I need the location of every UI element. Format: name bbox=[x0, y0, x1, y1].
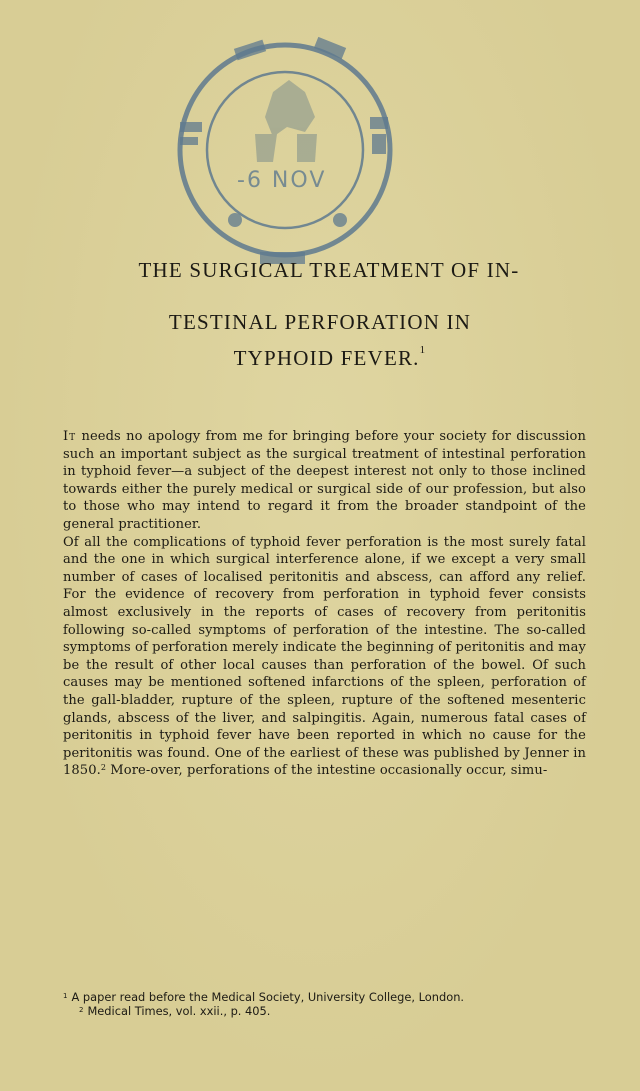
footnote-ref-2: 2 bbox=[100, 763, 107, 773]
footnote-1-text: A paper read before the Medical Society, University College, London. bbox=[71, 990, 465, 1004]
title-line-2: TESTINAL PERFORATION IN bbox=[168, 310, 472, 334]
footnote-1 bbox=[63, 990, 593, 1004]
title-footnote-ref: 1 bbox=[419, 344, 427, 356]
paragraph-2-text-a: Of all the complications of typhoid fever perforation is the most surely fatal and the one in which surgical interference alone, if we except a very small number of cases of localised peritonitis and abscess, can afford any relief. For the evidence of recovery from perforation in typhoid fever consists almost exclusively in the reports of cases of recovery from peritonitis following so-called symptoms of perforation of the intestine. The so-called symptoms of perforation merely indicate the beginning of peritonitis and may be the result of other local causes than perforation of the bowel. Of such causes may be mentioned softened infarctions of the spleen, perforation of the gall-bladder, rupture of the spleen, rupture of the softened mesenteric glands, abscess of the liver, and salpingitis. Again, numerous fatal cases of peritonitis in typhoid fever have been reported in which no cause for the peritonitis was found. One of the earliest of these was published by Jenner in 1850. bbox=[63, 534, 586, 779]
paragraph-1-text: needs no apology from me for bringing before your society for discussion such an important subject as the surgical treatment of intestinal perforation in typhoid fever—a subject of the deepest interest not only to those inclined towards either the purely medical or surgical side of our profession, but also to those who may intend to regard it from the broader standpoint of the general practitioner. bbox=[63, 429, 586, 532]
paragraph-2 bbox=[63, 534, 586, 780]
footnotes bbox=[63, 990, 593, 1018]
paragraph-2-text-b: More-over, perforations of the intestine occasionally occur, simu- bbox=[106, 763, 548, 779]
drop-word: It bbox=[63, 429, 77, 444]
paragraph-1 bbox=[63, 428, 586, 534]
footnote-2-mark: 2 bbox=[79, 1006, 84, 1014]
footnote-2-text: Medical Times, vol. xxii., p. 405. bbox=[87, 1004, 271, 1018]
stamp-date: -6 NOV bbox=[237, 168, 327, 193]
footnote-1-mark: 1 bbox=[63, 992, 68, 1000]
footnote-2 bbox=[63, 1004, 593, 1018]
title-line-3-text: TYPHOID FEVER. bbox=[233, 346, 420, 370]
library-stamp-icon bbox=[165, 22, 405, 284]
title-line-1: THE SURGICAL TREATMENT OF IN- bbox=[138, 258, 520, 282]
title-line-3 bbox=[10, 346, 640, 371]
body-text bbox=[63, 428, 586, 780]
